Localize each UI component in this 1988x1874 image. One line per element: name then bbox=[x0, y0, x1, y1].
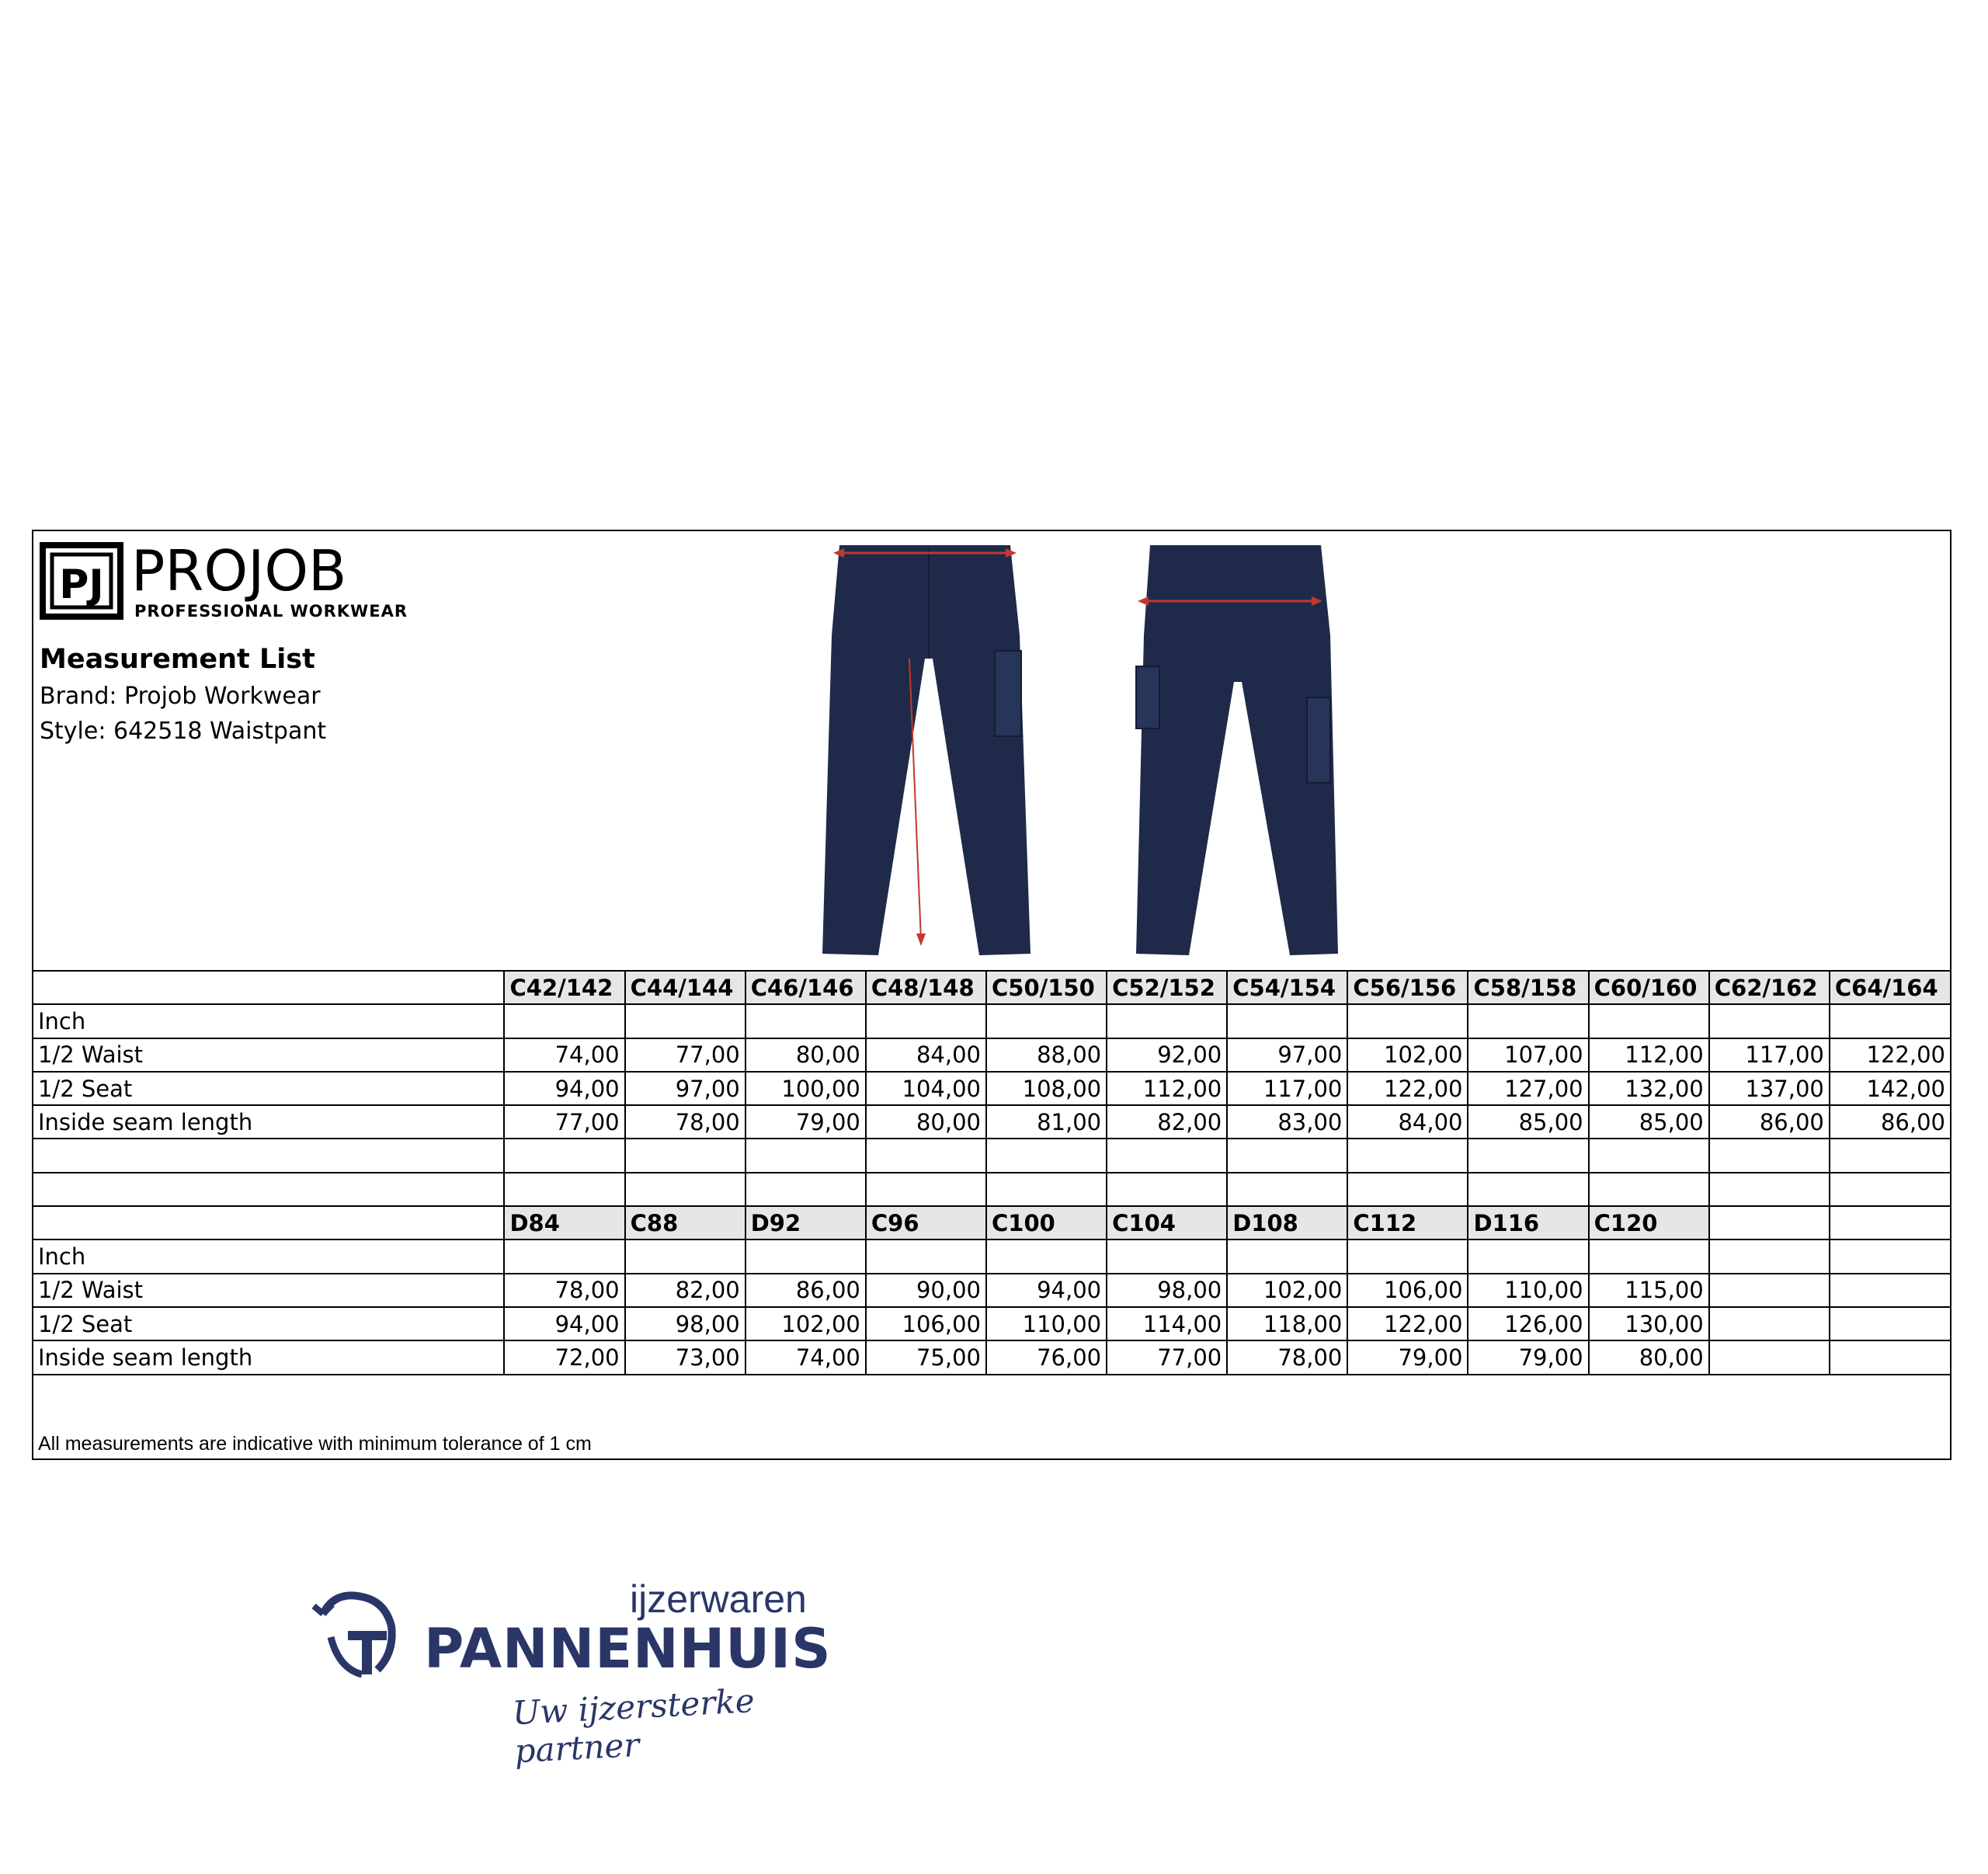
empty-cell bbox=[1709, 1274, 1830, 1307]
empty-cell bbox=[1468, 1173, 1588, 1206]
style-line: Style: 642518 Waistpant bbox=[40, 718, 327, 745]
header-blank bbox=[33, 971, 504, 1004]
empty-cell bbox=[33, 1139, 504, 1172]
pants-front-image bbox=[816, 542, 1041, 958]
size-header-row bbox=[33, 1206, 1950, 1239]
empty-cell bbox=[1709, 1173, 1830, 1206]
empty-cell bbox=[1227, 1139, 1347, 1172]
empty-cell bbox=[986, 1173, 1107, 1206]
empty-cell bbox=[746, 1239, 866, 1273]
measurement-value: 104,00 bbox=[866, 1072, 986, 1105]
size-header: C104 bbox=[1107, 1206, 1227, 1239]
empty-cell bbox=[1468, 1139, 1588, 1172]
measurement-value: 84,00 bbox=[1347, 1105, 1468, 1139]
measurement-value: 79,00 bbox=[1468, 1340, 1588, 1374]
measurement-value: 100,00 bbox=[746, 1072, 866, 1105]
empty-cell bbox=[1347, 1139, 1468, 1172]
blank-row bbox=[33, 1139, 1950, 1172]
brand-line: Brand: Projob Workwear bbox=[40, 683, 321, 710]
empty-cell bbox=[504, 1004, 624, 1038]
unit-label: Inch bbox=[33, 1004, 504, 1038]
size-header: C60/160 bbox=[1589, 971, 1709, 1004]
empty-cell bbox=[1709, 1239, 1830, 1273]
size-header: C42/142 bbox=[504, 971, 624, 1004]
measurement-value: 73,00 bbox=[625, 1340, 746, 1374]
empty-cell bbox=[1709, 1307, 1830, 1340]
empty-cell bbox=[1830, 1307, 1950, 1340]
empty-cell bbox=[625, 1139, 746, 1172]
measurement-value: 106,00 bbox=[866, 1307, 986, 1340]
empty-cell bbox=[986, 1139, 1107, 1172]
measurement-value: 110,00 bbox=[1468, 1274, 1588, 1307]
measurement-value: 75,00 bbox=[866, 1340, 986, 1374]
header-blank bbox=[33, 1206, 504, 1239]
measurement-value: 117,00 bbox=[1709, 1038, 1830, 1072]
size-header: C56/156 bbox=[1347, 971, 1468, 1004]
measurement-value: 115,00 bbox=[1589, 1274, 1709, 1307]
row-label: 1/2 Seat bbox=[33, 1072, 504, 1105]
measurement-value: 137,00 bbox=[1709, 1072, 1830, 1105]
projob-logo bbox=[40, 542, 428, 620]
measurement-value: 94,00 bbox=[504, 1072, 624, 1105]
empty-cell bbox=[866, 1239, 986, 1273]
measurement-value: 126,00 bbox=[1468, 1307, 1588, 1340]
measurement-value: 127,00 bbox=[1468, 1072, 1588, 1105]
table-row bbox=[33, 1274, 1950, 1307]
empty-cell bbox=[1468, 1004, 1588, 1038]
measurement-value: 84,00 bbox=[866, 1038, 986, 1072]
empty-cell bbox=[1709, 1139, 1830, 1172]
empty-cell bbox=[504, 1139, 624, 1172]
size-header: C100 bbox=[986, 1206, 1107, 1239]
measurement-value: 98,00 bbox=[1107, 1274, 1227, 1307]
measurement-table bbox=[33, 970, 1950, 1375]
unit-label: Inch bbox=[33, 1239, 504, 1273]
measurement-value: 108,00 bbox=[986, 1072, 1107, 1105]
empty-cell bbox=[1227, 1239, 1347, 1273]
size-header: C52/152 bbox=[1107, 971, 1227, 1004]
pannenhuis-top: ijzerwaren bbox=[630, 1577, 807, 1621]
measurement-value: 122,00 bbox=[1347, 1307, 1468, 1340]
tolerance-footnote: All measurements are indicative with minimum tolerance of 1 cm bbox=[38, 1433, 592, 1455]
size-header-empty bbox=[1830, 1206, 1950, 1239]
size-header: C64/164 bbox=[1830, 971, 1950, 1004]
measurement-value: 80,00 bbox=[866, 1105, 986, 1139]
measurement-value: 102,00 bbox=[1347, 1038, 1468, 1072]
measurement-value: 78,00 bbox=[504, 1274, 624, 1307]
empty-cell bbox=[1709, 1004, 1830, 1038]
measurement-value: 110,00 bbox=[986, 1307, 1107, 1340]
table-row bbox=[33, 1307, 1950, 1340]
measurement-value: 85,00 bbox=[1468, 1105, 1588, 1139]
measurement-value: 80,00 bbox=[746, 1038, 866, 1072]
empty-cell bbox=[625, 1173, 746, 1206]
measurement-value: 83,00 bbox=[1227, 1105, 1347, 1139]
measurement-value: 112,00 bbox=[1589, 1038, 1709, 1072]
empty-cell bbox=[1830, 1173, 1950, 1206]
measurement-value: 77,00 bbox=[1107, 1340, 1227, 1374]
empty-cell bbox=[33, 1173, 504, 1206]
empty-cell bbox=[866, 1139, 986, 1172]
empty-cell bbox=[1830, 1239, 1950, 1273]
empty-cell bbox=[1107, 1139, 1227, 1172]
size-header: C120 bbox=[1589, 1206, 1709, 1239]
empty-cell bbox=[1468, 1239, 1588, 1273]
measurement-value: 81,00 bbox=[986, 1105, 1107, 1139]
measurement-value: 79,00 bbox=[1347, 1340, 1468, 1374]
empty-cell bbox=[1709, 1340, 1830, 1374]
measurement-value: 74,00 bbox=[746, 1340, 866, 1374]
size-header: D116 bbox=[1468, 1206, 1588, 1239]
empty-cell bbox=[866, 1004, 986, 1038]
measurement-value: 122,00 bbox=[1830, 1038, 1950, 1072]
empty-cell bbox=[1227, 1004, 1347, 1038]
measurement-value: 78,00 bbox=[625, 1105, 746, 1139]
measurement-value: 77,00 bbox=[504, 1105, 624, 1139]
measurement-value: 80,00 bbox=[1589, 1340, 1709, 1374]
svg-text:PROJOB bbox=[131, 542, 346, 603]
empty-cell bbox=[1589, 1239, 1709, 1273]
measurement-value: 90,00 bbox=[866, 1274, 986, 1307]
measurement-value: 85,00 bbox=[1589, 1105, 1709, 1139]
measurement-value: 98,00 bbox=[625, 1307, 746, 1340]
measurement-value: 86,00 bbox=[1830, 1105, 1950, 1139]
pants-back-image bbox=[1127, 542, 1352, 958]
measurement-value: 112,00 bbox=[1107, 1072, 1227, 1105]
measurement-value: 86,00 bbox=[1709, 1105, 1830, 1139]
unit-row bbox=[33, 1004, 1950, 1038]
size-header: C88 bbox=[625, 1206, 746, 1239]
empty-cell bbox=[1830, 1340, 1950, 1374]
size-header: C46/146 bbox=[746, 971, 866, 1004]
measurement-value: 79,00 bbox=[746, 1105, 866, 1139]
measurement-value: 106,00 bbox=[1347, 1274, 1468, 1307]
empty-cell bbox=[1347, 1173, 1468, 1206]
empty-cell bbox=[986, 1004, 1107, 1038]
empty-cell bbox=[746, 1139, 866, 1172]
measurement-value: 72,00 bbox=[504, 1340, 624, 1374]
measurement-value: 74,00 bbox=[504, 1038, 624, 1072]
measurement-value: 86,00 bbox=[746, 1274, 866, 1307]
size-header: C50/150 bbox=[986, 971, 1107, 1004]
measurement-value: 142,00 bbox=[1830, 1072, 1950, 1105]
empty-cell bbox=[1830, 1139, 1950, 1172]
measurement-value: 76,00 bbox=[986, 1340, 1107, 1374]
table-row bbox=[33, 1038, 1950, 1072]
unit-row bbox=[33, 1239, 1950, 1273]
measurement-value: 92,00 bbox=[1107, 1038, 1227, 1072]
projob-monogram: PJ bbox=[59, 562, 104, 608]
empty-cell bbox=[746, 1173, 866, 1206]
size-header: C48/148 bbox=[866, 971, 986, 1004]
size-header-empty bbox=[1709, 1206, 1830, 1239]
measurement-sheet bbox=[32, 530, 1952, 1460]
empty-cell bbox=[1227, 1173, 1347, 1206]
empty-cell bbox=[1830, 1004, 1950, 1038]
blank-row bbox=[33, 1173, 1950, 1206]
size-header: C96 bbox=[866, 1206, 986, 1239]
measurement-value: 130,00 bbox=[1589, 1307, 1709, 1340]
measurement-value: 78,00 bbox=[1227, 1340, 1347, 1374]
size-header: C44/144 bbox=[625, 971, 746, 1004]
size-header: C62/162 bbox=[1709, 971, 1830, 1004]
size-header: C112 bbox=[1347, 1206, 1468, 1239]
size-header: D108 bbox=[1227, 1206, 1347, 1239]
measurement-value: 118,00 bbox=[1227, 1307, 1347, 1340]
measurement-value: 102,00 bbox=[746, 1307, 866, 1340]
empty-cell bbox=[1589, 1004, 1709, 1038]
empty-cell bbox=[504, 1173, 624, 1206]
empty-cell bbox=[625, 1004, 746, 1038]
empty-cell bbox=[1589, 1173, 1709, 1206]
table-row bbox=[33, 1072, 1950, 1105]
projob-tagline: PROFESSIONAL WORKWEAR bbox=[134, 602, 408, 620]
empty-cell bbox=[986, 1239, 1107, 1273]
empty-cell bbox=[1347, 1004, 1468, 1038]
size-header: D92 bbox=[746, 1206, 866, 1239]
measurement-value: 117,00 bbox=[1227, 1072, 1347, 1105]
table-row bbox=[33, 1340, 1950, 1374]
document-meta bbox=[40, 640, 326, 749]
projob-name: PROJOB bbox=[131, 542, 347, 603]
empty-cell bbox=[1347, 1239, 1468, 1273]
table-row bbox=[33, 1105, 1950, 1139]
pannenhuis-name: PANNENHUIS bbox=[424, 1617, 832, 1681]
measurement-value: 107,00 bbox=[1468, 1038, 1588, 1072]
measurement-value: 102,00 bbox=[1227, 1274, 1347, 1307]
measurement-value: 77,00 bbox=[625, 1038, 746, 1072]
measurement-value: 82,00 bbox=[625, 1274, 746, 1307]
empty-cell bbox=[1107, 1173, 1227, 1206]
row-label: 1/2 Waist bbox=[33, 1038, 504, 1072]
measurement-value: 97,00 bbox=[1227, 1038, 1347, 1072]
pannenhuis-tagline: Uw ijzersterke partner bbox=[511, 1681, 756, 1771]
row-label: 1/2 Waist bbox=[33, 1274, 504, 1307]
measurement-value: 82,00 bbox=[1107, 1105, 1227, 1139]
empty-cell bbox=[1830, 1274, 1950, 1307]
empty-cell bbox=[866, 1173, 986, 1206]
empty-cell bbox=[1107, 1004, 1227, 1038]
empty-cell bbox=[625, 1239, 746, 1273]
measurement-value: 132,00 bbox=[1589, 1072, 1709, 1105]
measurement-value: 94,00 bbox=[986, 1274, 1107, 1307]
empty-cell bbox=[1107, 1239, 1227, 1273]
size-header-row bbox=[33, 971, 1950, 1004]
size-header: C54/154 bbox=[1227, 971, 1347, 1004]
size-header: C58/158 bbox=[1468, 971, 1588, 1004]
row-label: Inside seam length bbox=[33, 1340, 504, 1374]
measurement-value: 97,00 bbox=[625, 1072, 746, 1105]
empty-cell bbox=[504, 1239, 624, 1273]
measurement-value: 88,00 bbox=[986, 1038, 1107, 1072]
empty-cell bbox=[746, 1004, 866, 1038]
pannenhuis-emblem bbox=[308, 1583, 408, 1684]
document-title: Measurement List bbox=[40, 644, 315, 675]
table-body bbox=[33, 971, 1950, 1375]
measurement-value: 94,00 bbox=[504, 1307, 624, 1340]
row-label: Inside seam length bbox=[33, 1105, 504, 1139]
pannenhuis-logo bbox=[308, 1577, 851, 1771]
row-label: 1/2 Seat bbox=[33, 1307, 504, 1340]
size-header: D84 bbox=[504, 1206, 624, 1239]
measurement-value: 114,00 bbox=[1107, 1307, 1227, 1340]
empty-cell bbox=[1589, 1139, 1709, 1172]
measurement-value: 122,00 bbox=[1347, 1072, 1468, 1105]
